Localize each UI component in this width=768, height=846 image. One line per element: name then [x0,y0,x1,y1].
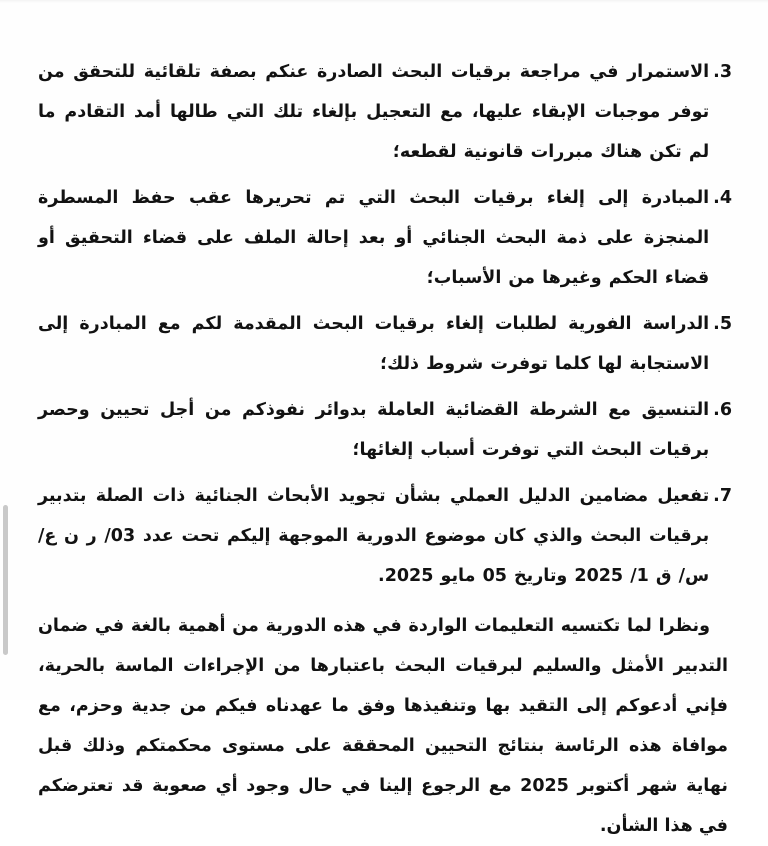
list-item [38,178,732,298]
list-item-text: الاستمرار في مراجعة برقيات البحث الصادرة عنكم بصفة تلقائية للتحقق من توفر موجبات الإبقاء عليها، مع التعجيل بإلغاء تلك التي طالها أمد التقادم ما لم تكن هناك مبررات قانونية لقطعه؛ [38,62,710,162]
closing-paragraph-text: ونظرا لما تكتسيه التعليمات الواردة في هذه الدورية من أهمية بالغة في ضمان التدبير الأمثل والسليم لبرقيات البحث باعتبارها من الإجراءات الماسة بالحرية، فإني أدعوكم إلى التقيد بها وتنفيذها وفق ما عهدناه فيكم من جدية وحزم، مع موافاة هذه الرئاسة بنتائج التحيين المحققة على مستوى محكمتكم وذلك قبل نهاية شهر أكتوبر 2025 مع الرجوع إلينا في حال وجود أي صعوبة قد تعترضكم في هذا الشأن. [38,616,728,836]
list-item-number: 3. [713,62,732,82]
list-item-number: 6. [713,400,732,420]
list-item-text: التنسيق مع الشرطة القضائية العاملة بدوائر نفوذكم من أجل تحيين وحصر برقيات البحث التي توفرت أسباب إلغائها؛ [38,400,710,460]
document-body [38,52,732,846]
list-item-number: 7. [713,486,732,506]
list-item-text: المبادرة إلى إلغاء برقيات البحث التي تم تحريرها عقب حفظ المسطرة المنجزة على ذمة البحث الجنائي أو بعد إحالة الملف على قضاء التحقيق أو قضاء الحكم وغيرها من الأسباب؛ [38,188,710,288]
list-item-text: الدراسة الفورية لطلبات إلغاء برقيات البحث المقدمة لكم مع المبادرة إلى الاستجابة لها كلما توفرت شروط ذلك؛ [38,314,710,374]
list-item [38,52,732,172]
list-item [38,304,732,384]
list-item-number: 5. [713,314,732,334]
list-item-text: تفعيل مضامين الدليل العملي بشأن تجويد الأبحاث الجنائية ذات الصلة بتدبير برقيات البحث والذي كان موضوع الدورية الموجهة إليكم تحت عدد 03/ ر ن ع/ س/ ق 1/ 2025 وتاريخ 05 مايو 2025. [38,486,710,586]
list-item-number: 4. [713,188,732,208]
page-top-edge [0,0,768,3]
list-item [38,476,732,596]
list-item [38,390,732,470]
closing-paragraph [38,606,732,846]
scrollbar[interactable] [3,505,8,655]
